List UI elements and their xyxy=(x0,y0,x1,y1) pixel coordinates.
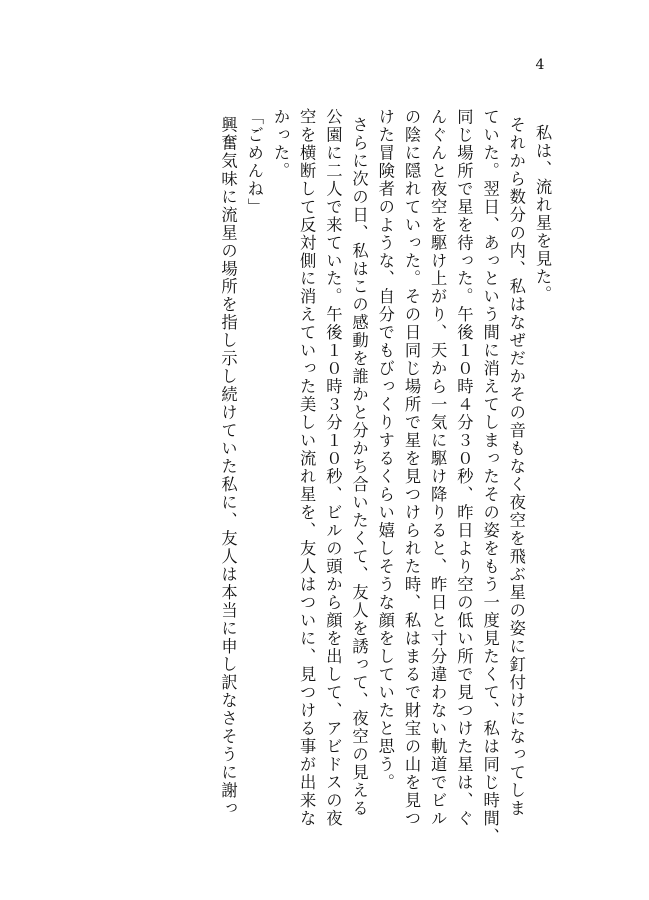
page-number: 4 xyxy=(535,57,545,73)
text-line: 公園に二人で来ていた。午後１０時３分１０秒、ビルの頭から顔を出して、アビドスの夜 xyxy=(323,108,343,828)
text-line: さらに次の日、私はこの感動を誰かと分かち合いたくて、友人を誘って、夜空の見える xyxy=(349,116,369,818)
text-line: ていた。翌日、あっという間に消えてしまったその姿をもう一度見たくて、私は同じ時間、 xyxy=(480,108,500,846)
text-line: けた冒険者のような、自分でもびっくりするくらい嬉しそうな顔をしていたと思う。 xyxy=(375,108,395,792)
text-line: 私は、流れ星を見た。 xyxy=(533,124,552,305)
text-line: かった。 xyxy=(270,108,290,180)
text-line: んぐんと夜空を駆け上がり、天から一気に駆け降りると、昨日と寸分違わない軌道でビル xyxy=(428,108,448,828)
text-line: それから数分の内、私はなぜだかその音もなく夜空を飛ぶ星の姿に釘付けになってしま xyxy=(506,116,526,818)
text-line: 同じ場所で星を待った。午後１０時４分３０秒、昨日より空の低い所で見つけた星は、ぐ xyxy=(454,108,474,828)
body-text xyxy=(214,108,555,846)
text-line: 興奮気味に流星の場所を指し示し続けていた私に、友人は本当に申し訳なさそうに謝っ xyxy=(218,116,238,818)
text-line: の陰に隠れていった。その日同じ場所で星を見つけられた時、私はまるで財宝の山を見つ xyxy=(401,108,421,828)
text-line: 空を横断して反対側に消えていった美しい流れ星を、友人はついに、見つける事が出来な xyxy=(297,108,317,828)
dialogue-line: 「ごめんね」 xyxy=(244,108,264,216)
